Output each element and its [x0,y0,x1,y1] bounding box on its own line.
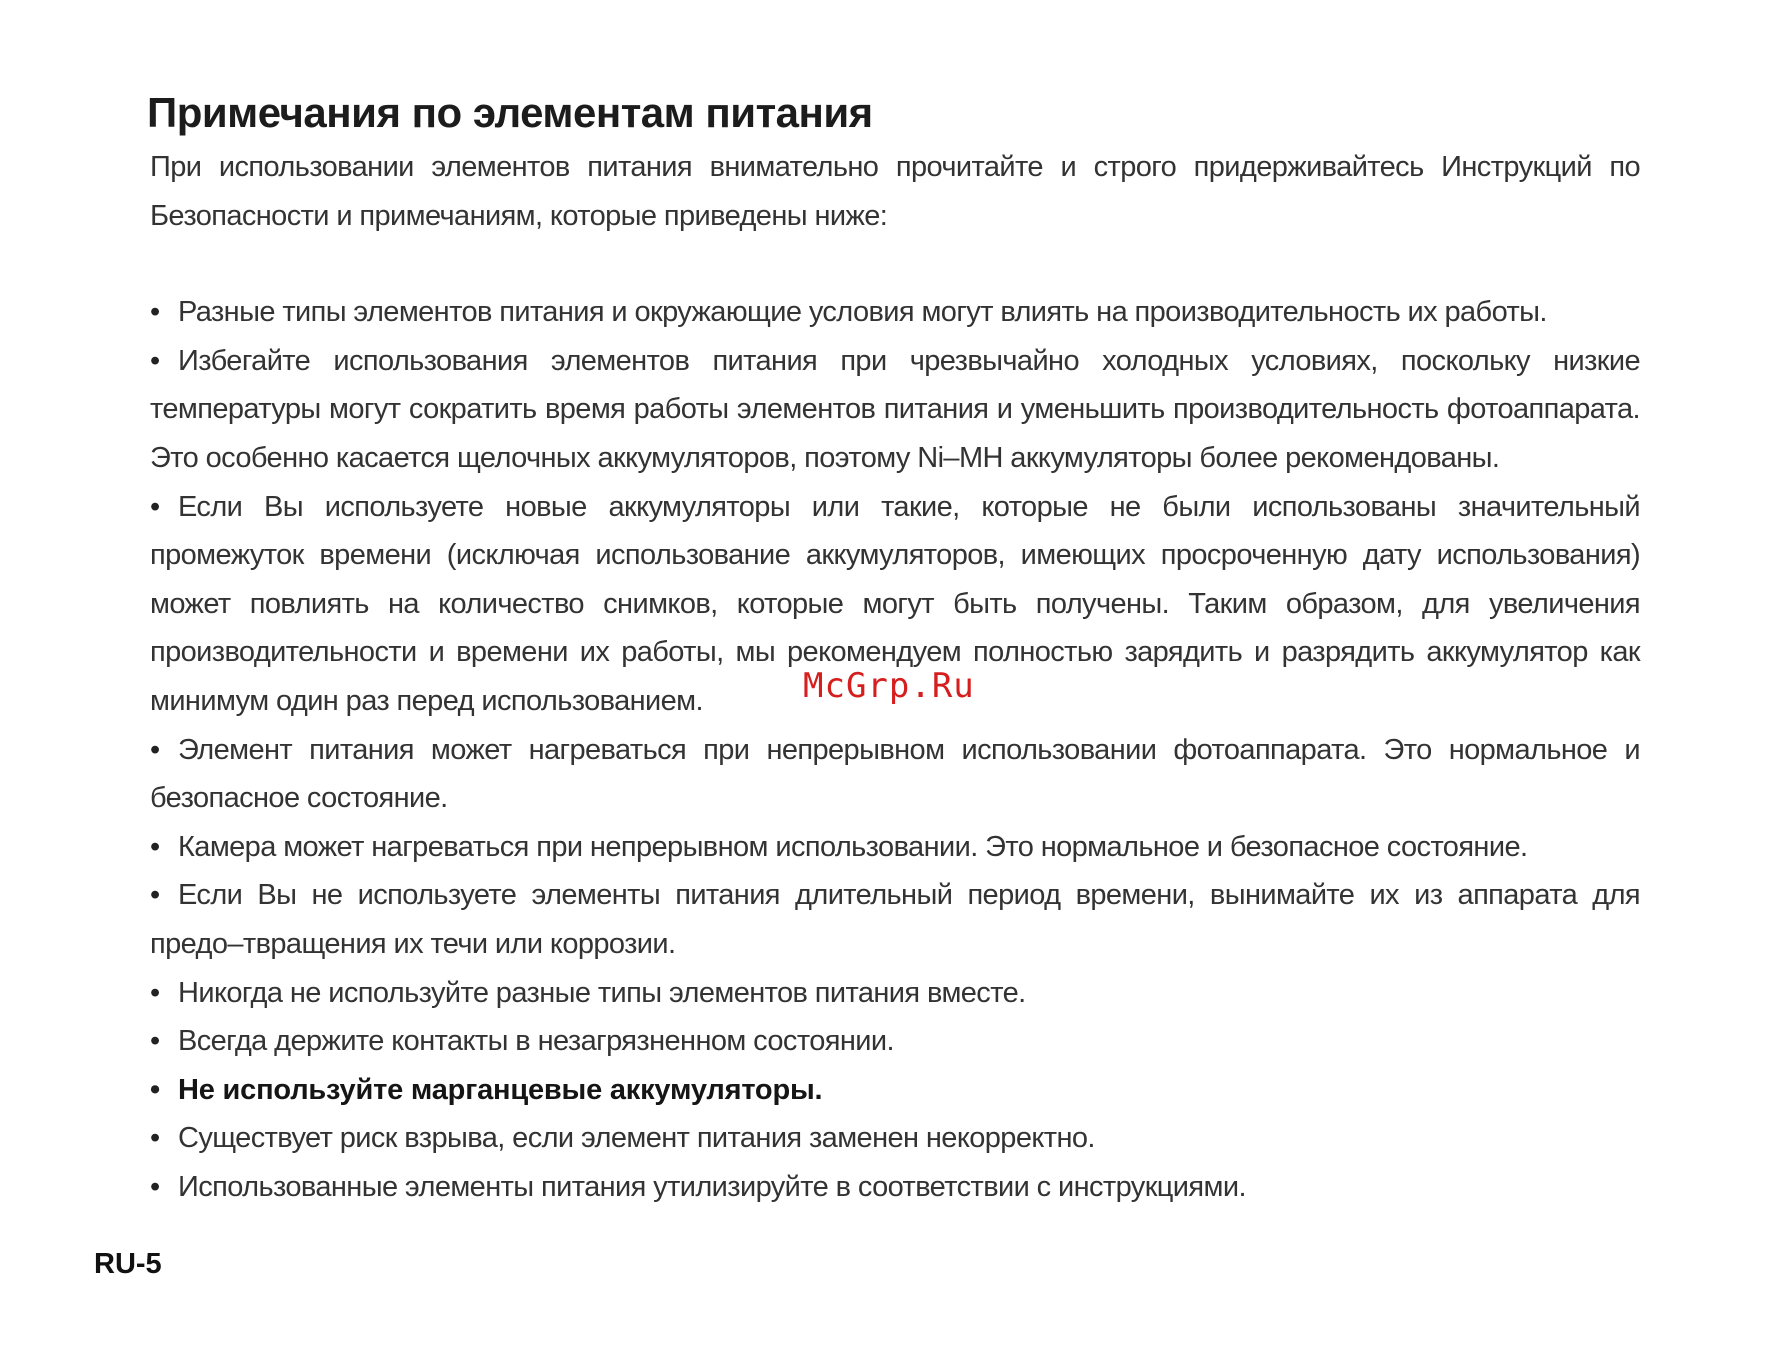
bullet-text: Разные типы элементов питания и окружающие условия могут влиять на производительность их работы. [178,296,1547,329]
bullet-icon: • [150,733,160,766]
bullet-icon: • [150,1073,160,1106]
bullet-item [150,871,1640,968]
bullet-text: Существует риск взрыва, если элемент питания заменен некорректно. [178,1122,1095,1155]
bullet-icon: • [150,1025,160,1058]
bullet-item [150,337,1640,483]
bullet-text: Если Вы не используете элементы питания длительный период времени, вынимайте их из аппарата для предо–твращения их течи или коррозии. [150,879,1640,960]
bullet-item [150,1017,1640,1066]
bullet-text: Камера может нагреваться при непрерывном использовании. Это нормальное и безопасное состояние. [178,830,1528,863]
bullet-item [150,1114,1640,1163]
bullet-text: Никогда не используйте разные типы элементов питания вместе. [178,976,1026,1009]
intro-paragraph: При использовании элементов питания внимательно прочитайте и строго придерживайтесь Инструкций по Безопасности и примечаниям, которые приведены ниже: [150,151,1640,232]
bullet-text: Не используйте марганцевые аккумуляторы. [178,1073,823,1106]
watermark: McGrp.Ru [803,666,975,706]
page-number: RU-5 [94,1248,162,1280]
bullet-icon: • [150,1122,160,1155]
bullet-item [150,969,1640,1018]
bullet-item-warning [150,1066,1640,1115]
bullet-item [150,288,1640,337]
bullet-item [150,1163,1640,1212]
bullet-text: Всегда держите контакты в незагрязненном состоянии. [178,1025,894,1058]
bullet-icon: • [150,490,160,523]
bullet-icon: • [150,1170,160,1203]
bullet-icon: • [150,830,160,863]
bullet-text: Использованные элементы питания утилизируйте в соответствии с инструкциями. [178,1170,1246,1203]
bullet-text: Элемент питания может нагреваться при непрерывном использовании фотоаппарата. Это нормальное и безопасное состояние. [150,733,1640,815]
bullet-text: Избегайте использования элементов питания при чрезвычайно холодных условиях, поскольку низкие температуры могут сократить время работы элементов питания и уменьшить производительность фотоаппарата. Это особенно касается щелочных аккумуляторов, поэтому Ni–MH аккумуляторы более рекомендованы. [150,344,1640,474]
bullet-item [150,823,1640,872]
bullet-icon: • [150,296,160,329]
bullet-icon: • [150,344,160,377]
page-title: Примечания по элементам питания [147,89,873,136]
bullet-icon: • [150,976,160,1009]
bullet-icon: • [150,879,160,912]
bullet-text: Если Вы используете новые аккумуляторы или такие, которые не были использованы значительный промежуток времени (исключая использование аккумуляторов, имеющих просроченную дату использования) может повлиять на количество снимков, которые могут быть получены. Таким образом, для увеличения производительности и времени их работы, мы рекомендуем полностью зарядить и разрядить аккумулятор как минимум один раз перед использованием. [150,490,1640,717]
bullet-item [150,726,1640,823]
